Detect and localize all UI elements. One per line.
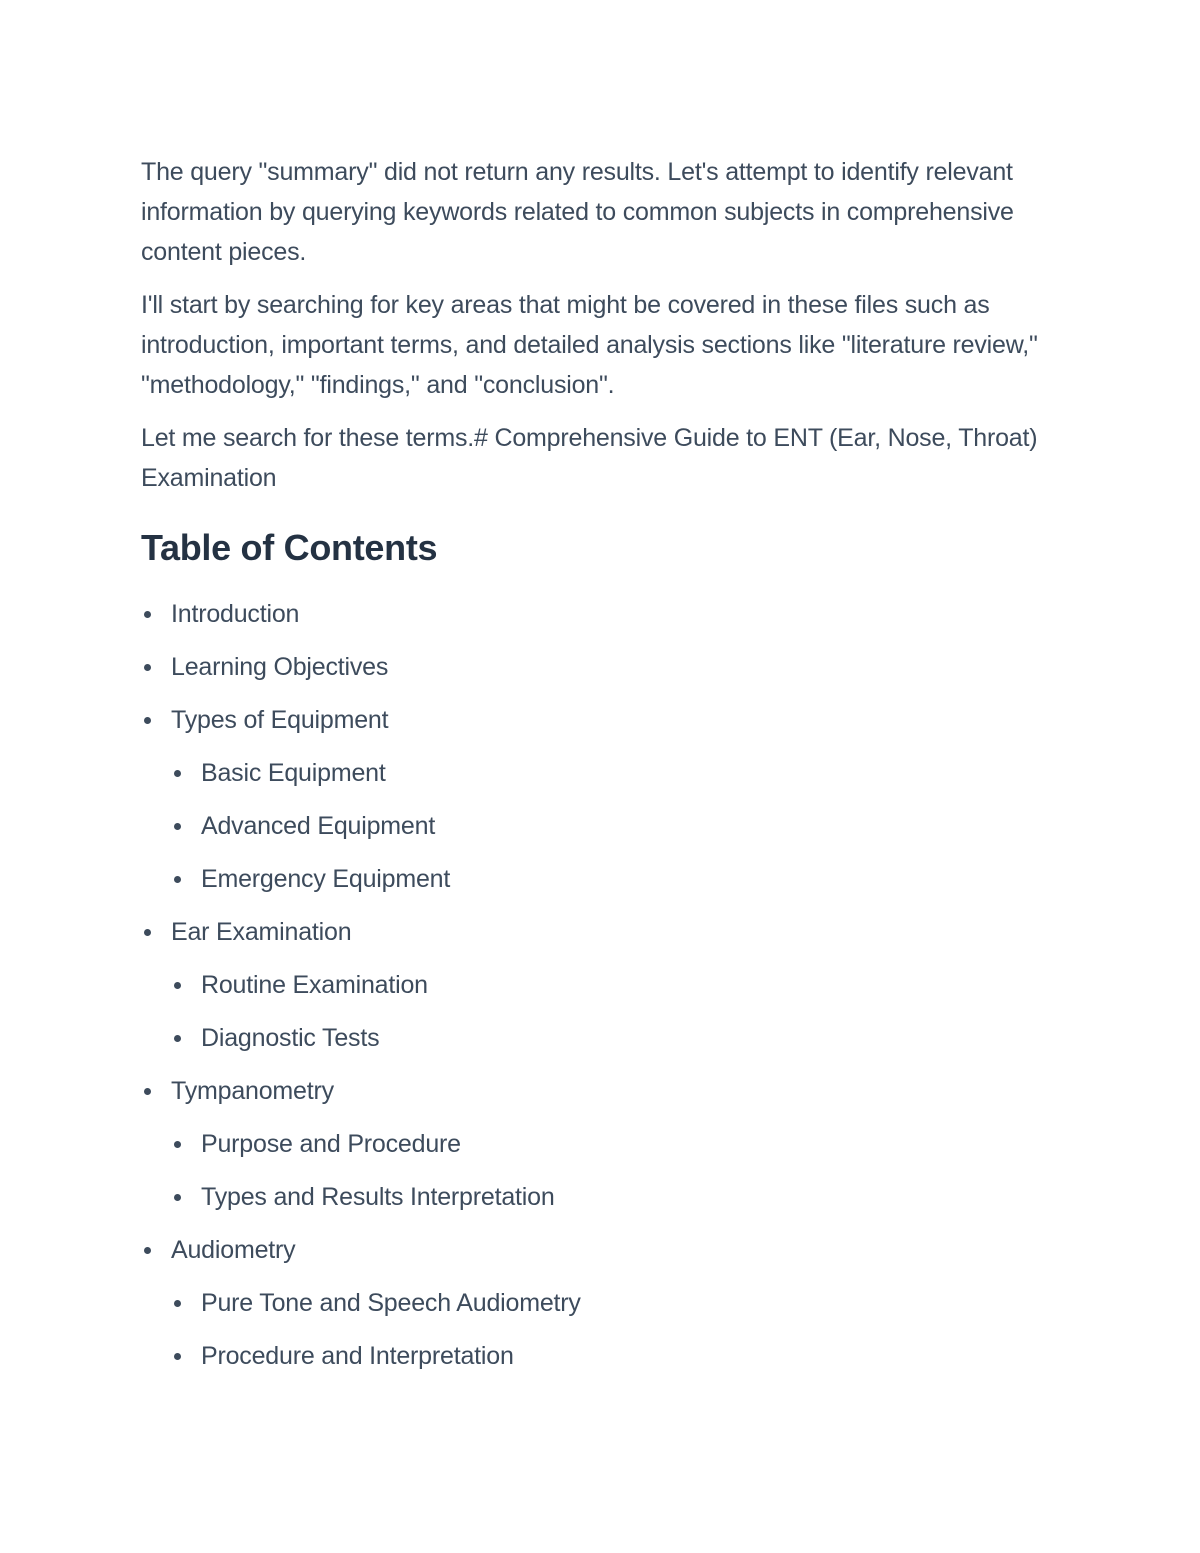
toc-subitem <box>141 1124 1061 1164</box>
intro-paragraph: The query "summary" did not return any results. Let's attempt to identify relevant information by querying keywords related to common subjects in comprehensive content pieces. <box>141 158 1014 266</box>
toc-item-label: Purpose and Procedure <box>201 1130 461 1158</box>
bullet-icon <box>144 1088 151 1095</box>
toc-subitem <box>141 965 1061 1005</box>
toc-item-label: Diagnostic Tests <box>201 1024 380 1052</box>
bullet-icon <box>174 1141 181 1148</box>
toc-item-label: Types of Equipment <box>171 706 389 734</box>
toc-item <box>141 647 1061 687</box>
bullet-icon <box>174 1194 181 1201</box>
toc-item-label: Routine Examination <box>201 971 428 999</box>
search-plan-paragraph: I'll start by searching for key areas that might be covered in these files such as introduction, important terms, and detailed analysis sections like "literature review," "methodology," "findings," and "conclusion". <box>141 291 1038 399</box>
toc-item-label: Audiometry <box>171 1236 296 1264</box>
toc-subitem <box>141 1018 1061 1058</box>
toc-item-label: Pure Tone and Speech Audiometry <box>201 1289 581 1317</box>
toc-item <box>141 1071 1061 1111</box>
toc-item-label: Learning Objectives <box>171 653 389 681</box>
toc-subitem <box>141 1336 1061 1376</box>
toc-item <box>141 594 1061 634</box>
toc-subitem <box>141 1177 1061 1217</box>
bullet-icon <box>174 982 181 989</box>
toc-item-label: Procedure and Interpretation <box>201 1342 514 1370</box>
toc-subitem <box>141 753 1061 793</box>
toc-list <box>141 594 1061 1376</box>
bullet-icon <box>174 1300 181 1307</box>
bullet-icon <box>174 1035 181 1042</box>
document-page <box>141 152 1061 1389</box>
toc-item-label: Introduction <box>171 600 300 628</box>
toc-item-label: Emergency Equipment <box>201 865 451 893</box>
bullet-icon <box>144 1247 151 1254</box>
toc-item-label: Tympanometry <box>171 1077 334 1105</box>
toc-subitem <box>141 1283 1061 1323</box>
bullet-icon <box>144 717 151 724</box>
toc-item-label: Advanced Equipment <box>201 812 436 840</box>
guide-title-paragraph: Let me search for these terms.# Comprehensive Guide to ENT (Ear, Nose, Throat) Examination <box>141 424 1038 492</box>
bullet-icon <box>144 664 151 671</box>
toc-subitem <box>141 806 1061 846</box>
bullet-icon <box>174 1353 181 1360</box>
bullet-icon <box>174 876 181 883</box>
bullet-icon <box>174 823 181 830</box>
bullet-icon <box>174 770 181 777</box>
toc-item-label: Ear Examination <box>171 918 352 946</box>
toc-item <box>141 1230 1061 1270</box>
toc-item <box>141 912 1061 952</box>
toc-heading: Table of Contents <box>141 527 438 568</box>
toc-item <box>141 700 1061 740</box>
toc-item-label: Types and Results Interpretation <box>201 1183 555 1211</box>
bullet-icon <box>144 929 151 936</box>
toc-subitem <box>141 859 1061 899</box>
bullet-icon <box>144 611 151 618</box>
toc-item-label: Basic Equipment <box>201 759 386 787</box>
